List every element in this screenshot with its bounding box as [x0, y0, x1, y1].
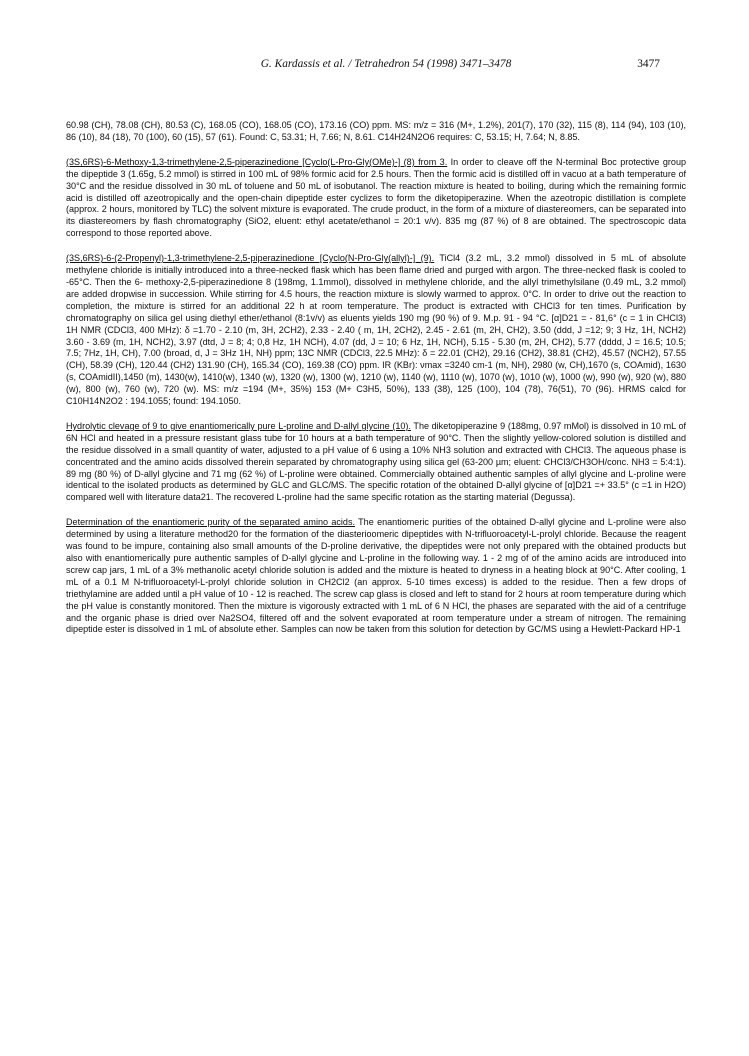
section-heading: Determination of the enantiomeric purity of the separated amino acids. [66, 517, 355, 528]
page-header [112, 58, 660, 72]
paragraph-hydrolytic-cleavage [66, 421, 686, 504]
page-number: 3477 [637, 58, 660, 70]
section-heading: (3S,6RS)-6-(2-Propenyl)-1,3-trimethylene-2,5-piperazinedione [Cyclo(N-Pro-Gly(allyl)-] (9). [66, 253, 435, 264]
paragraph-compound-8 [66, 157, 686, 240]
paragraph-compound-9 [66, 253, 686, 408]
paragraph-nmr-data-continued [66, 120, 686, 144]
paragraph-text: 60.98 (CH), 78.08 (CH), 80.53 (C), 168.05 (CO), 168.05 (CO), 173.16 (CO) ppm. MS: m/z = 316 (M+, 1.2%), 201(7), 170 (32), 115 (8), 114 (94), 103 (10), 86 (10), 84 (18), 70 (100), 60 (15), 57 (61). Found: C, 53.31; H, 7.66; N, 8.61. C14H24N2O6 requires: C, 53.15; H, 7.64; N, 8.85. [66, 120, 686, 142]
article-body [66, 120, 686, 649]
paragraph-text: In order to cleave off the N-terminal Boc protective group the dipeptide 3 (1.65g, 5.2 mmol) is stirred in 100 mL of 98% formic acid for 2.5 hours. Then the formic acid is distilled off in vacuo at a bath temperature of 30°C and the residue dissolved in 30 mL of toluene and 50 mL of isobutanol. The reaction mixture is heated to boiling, during which the remaining formic acid is distilled off azeotropically and the open-chain dipeptide ester cyclizes to form the diketopiperazine. When the azeotropic distillation is complete (approx. 2 hours, monitored by TLC) the solvent mixture is evaporated. The crude product, in the form of a mixture of diastereomers, can be separated into its diastereomers by flash chromatography (SiO2, eluent: ethyl acetate/ethanol = 20:1 v/v). 835 mg (87 %) of 8 are obtained. The spectroscopic data correspond to those reported above. [66, 156, 687, 239]
paragraph-enantiomeric-purity [66, 517, 686, 636]
paragraph-text: The diketopiperazine 9 (188mg, 0.97 mMol) is dissolved in 10 mL of 6N HCl and heated in a pressure resistant glass tube for 10 hours at a bath temperature of 90°C. Then the slightly yellow-colored solution is distilled and the residue dissolved in a small quantity of water, adjusted to a pH value of 6 using a 10% NH3 solution and extracted with CHCl3. The aqueous phase is concentrated and the amino acids dissolved therein separated by chromatography using silica gel (63-200 µm; eluent: CHCl3/CH3OH/conc. NH3 = 5:4:1). 89 mg (80 %) of D-allyl glycine and 71 mg (62 %) of L-proline were obtained. Commercially obtained authentic samples of allyl glycine and L-proline were identical to the isolated products as determined by GLC and GLC/MS. The specific rotation of the obtained D-allyl glycine of [α]D21 =+ 33.5° (c =1 in H2O) compared well with literature data21. The recovered L-proline had the same specific rotation as the starting material (Degussa). [66, 420, 686, 503]
running-head: G. Kardassis et al. / Tetrahedron 54 (1998) 3471–3478 [260, 58, 512, 70]
paragraph-text: The enantiomeric purities of the obtained D-allyl glycine and L-proline were also determined by using a literature method20 for the formation of the diasterioomeric dipeptides with N-trifluoroacetyl-L-prolyl chloride. Because the reagent was found to be impure, containing also small amounts of the D-proline derivative, the dipeptides were not only prepared with the obtained products but also with enantiomerically pure authentic samples of D-allyl glycine and L-proline in the following way. 1 - 2 mg of of the amino acids are introduced into screw cap jars, 1 mL of a 3% methanolic acetyl chloride solution is added and the mixture is heated to dryness in a heating block at 90°C. After cooling, 1 mL of a 0.1 M N-trifluoroacetyl-L-prolyl chloride solution in CH2Cl2 (an approx. 5-10 times excess) is added to the residue. Then a few drops of triethylamine are added until a pH value of 10 - 12 is reached. The screw cap glass is closed and left to stand for 2 hours at room temperature during which the pH value is constantly monitored. Then the mixture is vigorously extracted with 1 mL of 6 N HCl, the phases are separated with the aid of a centrifuge and the organic phase is dried over Na2SO4, filtered off and the solvent evaporated at room temperature under a stream of nitrogen. The remaining dipeptide ester is dissolved in 1 mL of absolute ether. Samples can now be taken from this solution for detection by GC/MS using a Hewlett-Packard HP-1 [66, 517, 686, 635]
paragraph-text: TiCl4 (3.2 mL, 3.2 mmol) dissolved in 5 mL of absolute methylene chloride is initially introduced into a three-necked flask which has been flame dried and purged with argon. The three-necked flask is cooled to -65°C. Then the 6- methoxy-2,5-piperazinedione 8 (198mg, 1.1mmol), dissolved in methylene chloride, and the allyl trimethylsilane (0.49 mL, 3.2 mmol) are added dropwise in succession. While stirring for 4.5 hours, the reaction mixture is slowly warmed to approx. 0°C. In order to drive out the reaction to completion, the mixture is stirred for an additional 22 h at room temperature. The product is extracted with CHCl3 for ten times. Purification by chromatography on silica gel using diethyl ether/ethanol (8:1v/v) as eluents yields 190 mg (90 %) of 9. M.p. 91 - 94 °C. [α]D21 = - 81,6° (c = 1 in CHCl3) 1H NMR (CDCl3, 400 MHz): δ =1.70 - 2.10 (m, 3H, 2CH2), 2.33 - 2.40 ( m, 1H, 2CH2), 2.45 - 2.61 (m, 2H, CH2), 3.50 (ddd, J =12; 9; 3 Hz, 1H, NCH2) 3.60 - 3.69 (m, 1H, NCH2), 3.97 (dtd, J = 8; 4; 0,8 Hz, 1H NCH), 4.07 (dd, J = 10; 6 Hz, 1H, NCH), 5.15 - 5.30 (m, 2H, CH2), 5.77 (dddd, J = 16.5; 10.5; 7.5; 7Hz, 1H, CH), 7.00 (broad, d, J = 3Hz 1H, NH) ppm; 13C NMR (CDCl3, 22.5 MHz): δ = 22.01 (CH2), 29.16 (CH2), 38.81 (CH2), 45.57 (NCH2), 57.55 (CH), 58.39 (CH), 120.44 (CH2) 131.90 (CH), 165.34 (CO), 169.38 (CO) ppm. IR (KBr): νmax =3240 cm-1 (m, NH), 2980 (w, CH),1670 (s, COAmid), 1630 (s, COAmidII),1450 (m), 1430(w), 1410(w), 1340 (w), 1320 (w), 1300 (w), 1210 (w), 1140 (w), 1110 (w), 1070 (w), 1010 (w), 1000 (w), 990 (w), 920 (w), 880 (w), 800 (w), 760 (w), 720 (w). MS: m/z =194 (M+, 35%) 153 (M+ C3H5, 50%), 133 (38), 125 (100), 104 (78), 76(51), 70 (96). HRMS calcd for C10H14N2O2 : 194.1055; found: 194.1050. [66, 253, 686, 407]
section-heading: Hydrolytic clevage of 9 to give enantiomerically pure L-proline and D-allyl glycine (10). [66, 420, 411, 431]
section-heading: (3S,6RS)-6-Methoxy-1,3-trimethylene-2,5-piperazinedione [Cyclo(L-Pro-Gly(OMe)-] (8) from 3. [66, 156, 448, 167]
